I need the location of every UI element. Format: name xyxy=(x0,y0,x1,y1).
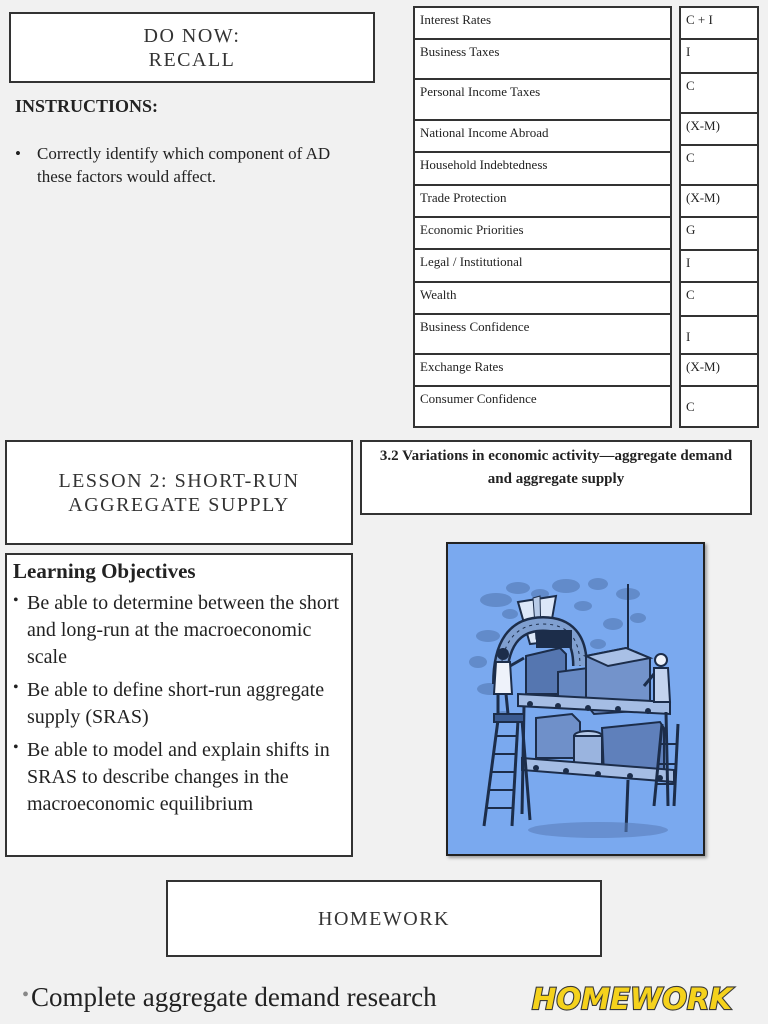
homework-logo xyxy=(528,978,738,1023)
factor-cell: Trade Protection xyxy=(413,184,672,218)
component-cell: (X-M) xyxy=(679,112,759,146)
do-now-title: DO NOW: xyxy=(143,24,241,47)
factor-cell: Wealth xyxy=(413,281,672,315)
lesson-title-line1: LESSON 2: SHORT-RUN xyxy=(58,469,300,492)
homework-task-text: Complete aggregate demand research xyxy=(31,982,437,1012)
component-cell: C xyxy=(679,385,759,428)
objective-item: • Be able to determine between the short and long-run at the macroeconomic scale xyxy=(13,590,345,671)
factor-cell: Business Confidence xyxy=(413,313,672,355)
factory-workers-illustration xyxy=(446,542,705,856)
component-cell: G xyxy=(679,216,759,251)
learning-objectives-list xyxy=(13,590,345,818)
factor-cell: Household Indebtedness xyxy=(413,151,672,186)
component-cell: C xyxy=(679,281,759,317)
instructions-list xyxy=(15,143,355,189)
component-cell: I xyxy=(679,38,759,74)
instructions-heading: INSTRUCTIONS: xyxy=(15,96,159,116)
objective-item: • Be able to define short-run aggregate supply (SRAS) xyxy=(13,677,345,731)
factor-cell: Interest Rates xyxy=(413,6,672,40)
lesson-title-line2: AGGREGATE SUPPLY xyxy=(68,493,290,516)
syllabus-line1: 3.2 Variations in economic activity—aggregate demand xyxy=(379,448,733,464)
factor-cell: National Income Abroad xyxy=(413,119,672,153)
lesson-title-box xyxy=(5,440,353,545)
homework-logo-icon xyxy=(528,978,738,1018)
syllabus-reference-box xyxy=(360,440,752,515)
factor-cell: Consumer Confidence xyxy=(413,385,672,428)
component-cell: I xyxy=(679,249,759,283)
learning-objectives-heading: Learning Objectives xyxy=(13,559,196,583)
factory-illustration-icon xyxy=(448,544,703,854)
component-cell: C + I xyxy=(679,6,759,40)
factor-cell: Personal Income Taxes xyxy=(413,78,672,121)
learning-objectives-box xyxy=(5,553,353,857)
homework-task xyxy=(22,980,437,1015)
syllabus-line2: and aggregate supply xyxy=(487,471,625,488)
factor-cell: Economic Priorities xyxy=(413,216,672,250)
component-cell: C xyxy=(679,144,759,186)
factor-cell: Exchange Rates xyxy=(413,353,672,387)
component-cell: I xyxy=(679,315,759,355)
component-cell: (X-M) xyxy=(679,184,759,218)
do-now-subtitle: RECALL xyxy=(148,48,236,71)
homework-title-box xyxy=(166,880,602,957)
instruction-item: • Correctly identify which component of AD these factors would affect. xyxy=(15,143,355,189)
do-now-box xyxy=(9,12,375,83)
homework-title: HOMEWORK xyxy=(318,907,450,930)
component-cell: (X-M) xyxy=(679,353,759,387)
factor-cell: Business Taxes xyxy=(413,38,672,80)
component-cell: C xyxy=(679,72,759,114)
objective-item: • Be able to model and explain shifts in SRAS to describe changes in the macroeconomic equilibrium xyxy=(13,737,345,818)
bullet-icon: • xyxy=(22,984,30,1006)
factor-cell: Legal / Institutional xyxy=(413,248,672,283)
homework-logo-text: HOMEWORK xyxy=(532,982,735,1016)
